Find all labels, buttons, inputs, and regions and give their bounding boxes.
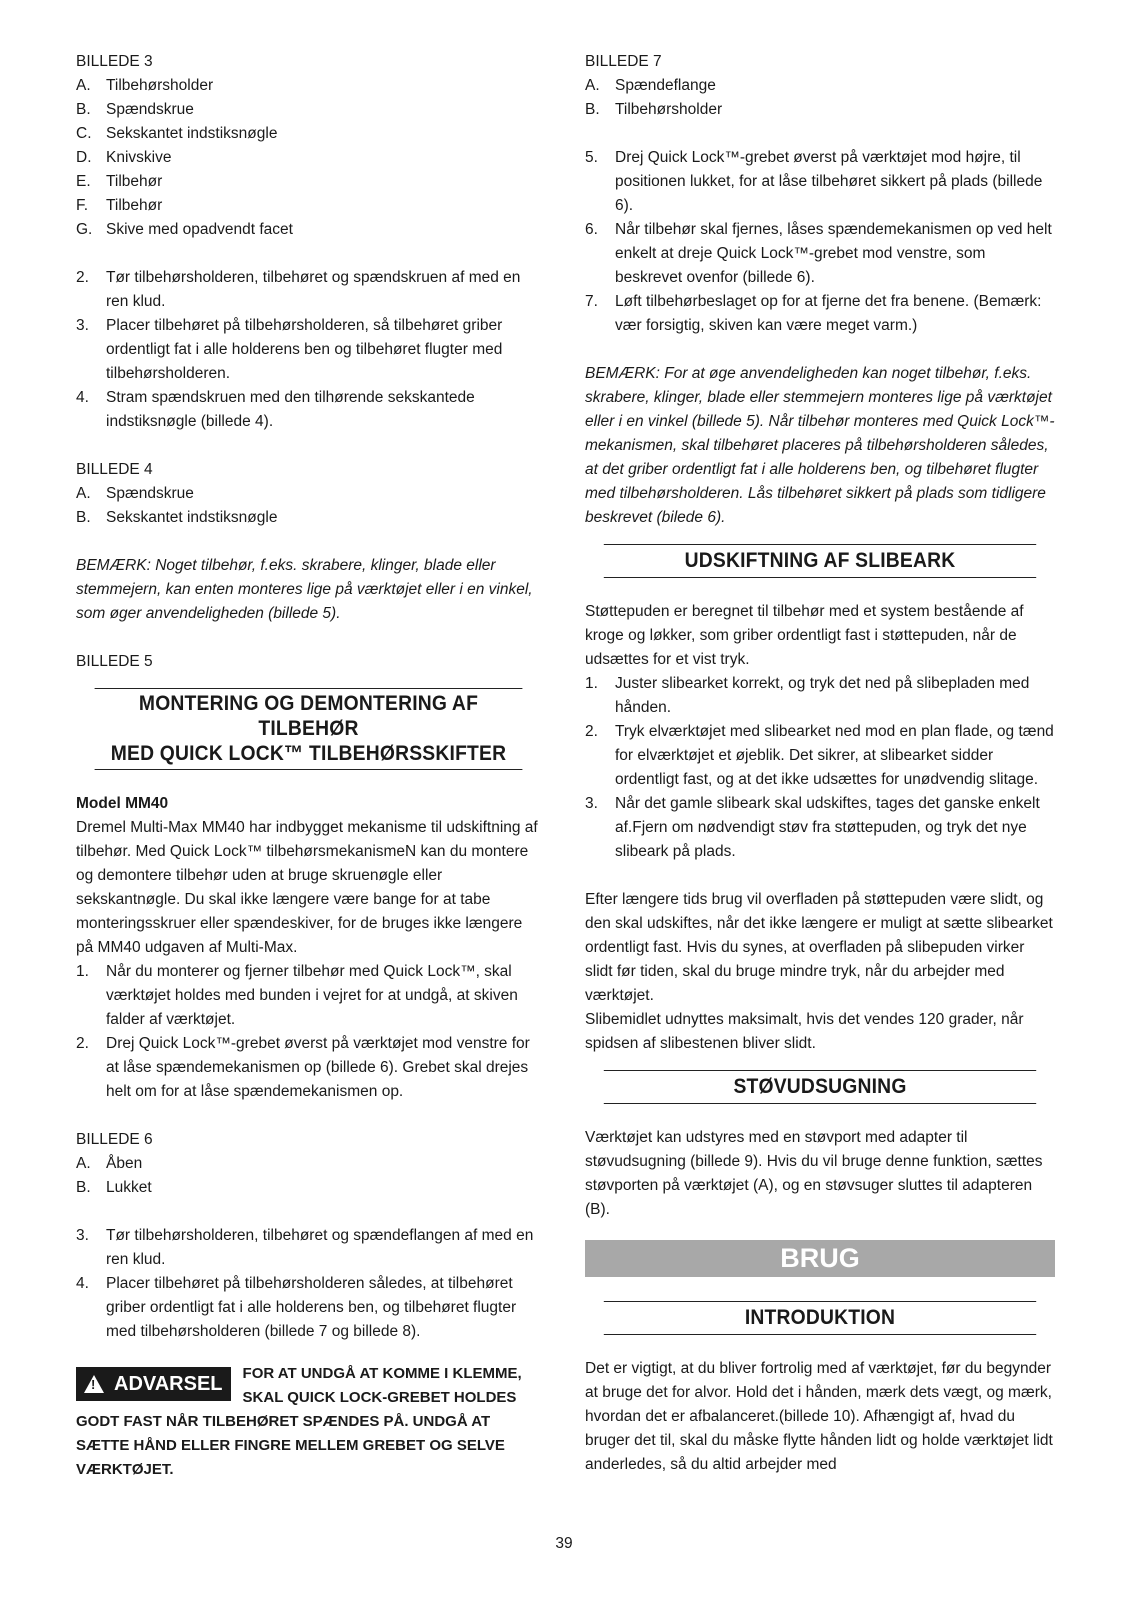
note-paragraph: BEMÆRK: Noget tilbehør, f.eks. skrabere, klinger, blade eller stemmejern, kan enten monteres lige på værktøjet eller i en vinkel, som øger anvendeligheden (billede 5). [76, 557, 533, 622]
step-item: 3. Når det gamle slibeark skal udskiftes, tages det ganske enkelt af.Fjern om nødvendigt støv fra støttepuden, og tryk det nye slibeark på plads. [585, 795, 1040, 860]
slibeark-paragraph: Slibemidlet udnyttes maksimalt, hvis det vendes 120 grader, når spidsen af slibestenen bliver slidt. [585, 1011, 1024, 1052]
figure-4-legend [76, 482, 541, 530]
legend-item: A. Spændeflange [585, 77, 716, 94]
legend-item: B. Spændskrue [76, 101, 194, 118]
legend-item: F. Tilbehør [76, 197, 163, 214]
slibeark-intro: Støttepuden er beregnet til tilbehør med et system bestående af kroge og løkker, som griber ordentligt fast i støttepuden, når de udsættes for et vist tryk. [585, 603, 1024, 668]
model-label: Model MM40 [76, 795, 169, 812]
figure-6-title: BILLEDE 6 [76, 1131, 153, 1148]
legend-item: A. Tilbehørsholder [76, 77, 214, 94]
steps-list [585, 672, 1055, 864]
step-item: 2. Tør tilbehørsholderen, tilbehøret og spændskruen af med en ren klud. [76, 269, 521, 310]
model-description: Dremel Multi-Max MM40 har indbygget mekanisme til udskiftning af tilbehør. Med Quick Lock™ tilbehørsmekanismeN kan du montere og demontere tilbehør uden at bruge skruenøgle eller sekskantnøgle. Du skal ikke længere være bange for at tabe monteringsskruer eller spændeskiver, for de bruges ikke længere på MM40 udgaven af Multi-Max. [76, 819, 538, 956]
left-column [76, 50, 541, 1482]
section-heading-slibeark: UDSKIFTNING AF SLIBEARK [604, 544, 1036, 578]
step-item: 4. Placer tilbehøret på tilbehørsholderen således, at tilbehøret griber ordentligt fat i alle holderens ben, og tilbehøret flugter med tilbehørsholderen (billede 7 og billede 8). [76, 1275, 517, 1340]
step-item: 3. Tør tilbehørsholderen, tilbehøret og spændeflangen af med en ren klud. [76, 1227, 534, 1268]
step-item: 3. Placer tilbehøret på tilbehørsholderen, så tilbehøret griber ordentligt fat i alle holderens ben og tilbehøret flugter med tilbehørsholderen. [76, 317, 503, 382]
warning-badge: ! ADVARSEL [76, 1367, 231, 1401]
step-item: 2. Drej Quick Lock™-grebet øverst på værktøjet mod venstre for at låse spændemekanismen op (billede 6). Grebet skal drejes helt om for at låse spændemekanismen op. [76, 1035, 530, 1100]
figure-5-title: BILLEDE 5 [76, 653, 153, 670]
note-paragraph: BEMÆRK: For at øge anvendeligheden kan noget tilbehør, f.eks. skrabere, klinger, blade eller stemmejern monteres lige på værktøjet eller i en vinkel (billede 5). Når tilbehør monteres med Quick Lock™-mekanismen, skal tilbehøret placeres på tilbehørsholderen således, at det griber ordentligt fat i alle holderens ben, og tilbehøret flugter med tilbehørsholderen. Lås tilbehøret sikkert på plads som tidligere beskrevet (bilede 6). [585, 365, 1055, 526]
legend-item: E. Tilbehør [76, 173, 163, 190]
legend-item: A. Åben [76, 1155, 143, 1172]
legend-item: D. Knivskive [76, 149, 172, 166]
page-number: 39 [555, 1535, 573, 1552]
legend-item: A. Spændskrue [76, 485, 194, 502]
legend-item: C. Sekskantet indstiksnøgle [76, 125, 278, 142]
figure-6-legend [76, 1152, 541, 1200]
section-heading-introduktion: INTRODUKTION [604, 1301, 1036, 1335]
legend-item: B. Lukket [76, 1179, 152, 1196]
warning-text: FOR AT UNDGÅ AT KOMME I KLEMME, SKAL QUICK LOCK-GREBET HOLDES GODT FAST NÅR TILBEHØRET SPÆNDES PÅ. UNDGÅ AT SÆTTE HÅND ELLER FINGRE MELLEM GREBET OG SELVE VÆRKTØJET. [76, 1365, 522, 1478]
steps-list [76, 960, 541, 1104]
step-item: 6. Når tilbehør skal fjernes, låses spændemekanismen op ved helt enkelt at dreje Quick Lock™-grebet mod venstre, som beskrevet ovenfor (billede 6). [585, 221, 1052, 286]
warning-triangle-icon: ! [84, 1375, 104, 1393]
section-heading-stovudsugning: STØVUDSUGNING [604, 1070, 1036, 1104]
steps-list [585, 146, 1055, 338]
steps-list [76, 1224, 541, 1344]
legend-item: B. Sekskantet indstiksnøgle [76, 509, 278, 526]
introduktion-text: Det er vigtigt, at du bliver fortrolig med af værktøjet, før du begynder at bruge det for alvor. Hold det i hånden, mærk dets vægt, og mærk, hvordan det er afbalanceret.(billede 10). Afhængigt af, hvad du bruger det til, skal du måske flytte hånden lidt og holde værktøjet lidt anderledes, så du altid arbejder med [585, 1360, 1053, 1473]
steps-list [76, 266, 541, 434]
brug-banner: BRUG [585, 1240, 1055, 1277]
slibeark-paragraph: Efter længere tids brug vil overfladen på støttepuden være slidt, og den skal udskiftes, når det ikke længere er muligt at sætte slibearket ordentligt fast. Hvis du synes, at overfladen på slibepuden virker slidt før tiden, skal du bruge mindre tryk, når du arbejder med værktøjet. [585, 891, 1053, 1004]
stovudsugning-text: Værktøjet kan udstyres med en støvport med adapter til støvudsugning (billede 9). Hvis du vil bruge denne funktion, sættes støvporten på værktøjet (A), og en støvsuger sluttes til adapteren (B). [585, 1129, 1043, 1218]
figure-7-legend [585, 74, 1055, 122]
warning-block [76, 1362, 541, 1482]
figure-3-title: BILLEDE 3 [76, 53, 153, 70]
step-item: 4. Stram spændskruen med den tilhørende sekskantede indstiksnøgle (billede 4). [76, 389, 475, 430]
step-item: 1. Når du monterer og fjerner tilbehør med Quick Lock™, skal værktøjet holdes med bunden i vejret for at undgå, at skiven falder af værktøjet. [76, 963, 518, 1028]
legend-item: G. Skive med opadvendt facet [76, 221, 293, 238]
right-column [585, 50, 1055, 1477]
figure-3-legend [76, 74, 541, 242]
step-item: 5. Drej Quick Lock™-grebet øverst på værktøjet mod højre, til positionen lukket, for at låse tilbehøret sikkert på plads (billede 6). [585, 149, 1043, 214]
step-item: 1. Juster slibearket korrekt, og tryk det ned på slibepladen med hånden. [585, 675, 1030, 716]
legend-item: B. Tilbehørsholder [585, 101, 723, 118]
step-item: 2. Tryk elværktøjet med slibearket ned mod en plan flade, og tænd for elværktøjet et øjeblik. Det sikrer, at slibearket sidder ordentligt fast, og at det ikke udsættes for unødvendig slitage. [585, 723, 1054, 788]
figure-4-title: BILLEDE 4 [76, 461, 153, 478]
section-heading-quick-lock: MONTERING OG DEMONTERING AF TILBEHØR MED QUICK LOCK™ TILBEHØRSSKIFTER [95, 688, 523, 770]
step-item: 7. Løft tilbehørbeslaget op for at fjerne det fra benene. (Bemærk: vær forsigtig, skiven kan være meget varm.) [585, 293, 1042, 334]
figure-7-title: BILLEDE 7 [585, 53, 662, 70]
